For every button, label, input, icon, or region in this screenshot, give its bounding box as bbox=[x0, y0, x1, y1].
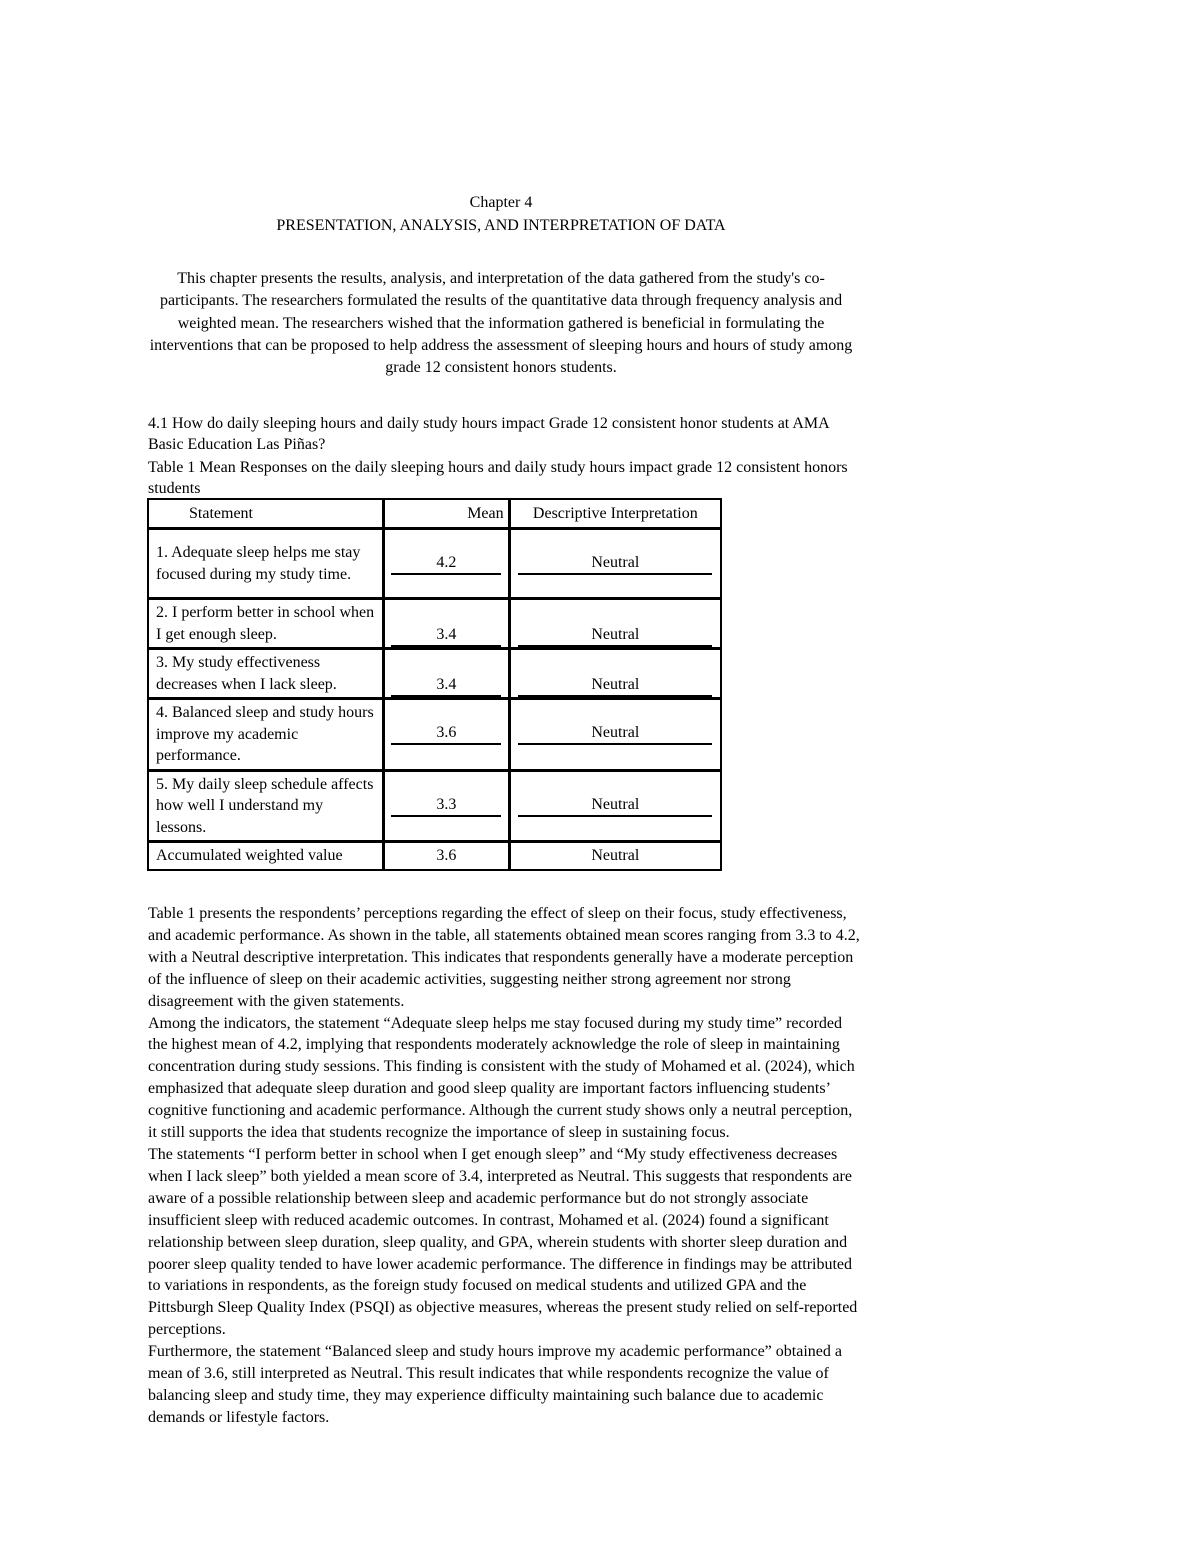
statement-cell: 3. My study effectiveness decreases when I lack sleep. bbox=[149, 650, 385, 700]
chapter-title: PRESENTATION, ANALYSIS, AND INTERPRETATION OF DATA bbox=[276, 217, 726, 234]
mean-cell: 3.6 bbox=[391, 723, 501, 745]
table-row bbox=[149, 700, 720, 772]
header-statement: Statement bbox=[149, 500, 385, 530]
mean-cell: 3.6 bbox=[385, 843, 511, 869]
discussion-paragraph: Table 1 presents the respondents’ perceptions regarding the effect of sleep on their focus, study effectiveness, and academic performance. As shown in the table, all statements obtained mean scores ranging from 3.3 to 4.2, with a Neutral descriptive interpretation. This indicates that respondents generally have a moderate perception of the influence of sleep on their academic activities, suggesting neither strong agreement nor strong disagreement with the given statements. bbox=[148, 905, 860, 1010]
header-mean: Mean bbox=[385, 500, 511, 530]
statement-cell: 5. My daily sleep schedule affects how well I understand my lessons. bbox=[149, 772, 385, 844]
table-row bbox=[149, 600, 720, 650]
mean-cell: 3.3 bbox=[391, 795, 501, 817]
table-row bbox=[149, 530, 720, 600]
mean-cell: 3.4 bbox=[391, 625, 501, 647]
interpretation-cell: Neutral bbox=[518, 723, 712, 745]
chapter-label: Chapter 4 bbox=[469, 194, 533, 211]
table-row bbox=[149, 650, 720, 700]
intro-paragraph: This chapter presents the results, analysis, and interpretation of the data gathered from the study's co-participants. The researchers formulated the results of the quantitative data through frequency analysis and weighted mean. The researchers wished that the information gathered is beneficial in formulating the interventions that can be proposed to help address the assessment of sleeping hours and hours of study among grade 12 consistent honors students. bbox=[149, 270, 853, 377]
interpretation-cell: Neutral bbox=[518, 675, 712, 697]
table-row-total bbox=[149, 843, 720, 869]
mean-responses-table bbox=[147, 498, 722, 871]
discussion-paragraph: The statements “I perform better in school when I get enough sleep” and “My study effectiveness decreases when I lack sleep” both yielded a mean score of 3.4, interpreted as Neutral. This suggests that respondents are aware of a possible relationship between sleep and academic performance but do not strongly associate insufficient sleep with reduced academic outcomes. In contrast, Mohamed et al. (2024) found a significant relationship between sleep duration, sleep quality, and GPA, wherein students with shorter sleep duration and poorer sleep quality tended to have lower academic performance. The difference in findings may be attributed to variations in respondents, as the foreign study focused on medical students and utilized GPA and the Pittsburgh Sleep Quality Index (PSQI) as objective measures, whereas the present study relied on self-reported perceptions. bbox=[148, 1145, 858, 1339]
statement-cell: 1. Adequate sleep helps me stay focused during my study time. bbox=[149, 530, 385, 600]
discussion-paragraph: Among the indicators, the statement “Adequate sleep helps me stay focused during my study time” recorded the highest mean of 4.2, implying that respondents moderately acknowledge the role of sleep in maintaining concentration during study sessions. This finding is consistent with the study of Mohamed et al. (2024), which emphasized that adequate sleep duration and good sleep quality are important factors influencing students’ cognitive functioning and academic performance. Although the current study shows only a neutral perception, it still supports the idea that students recognize the importance of sleep in sustaining focus. bbox=[148, 1014, 855, 1142]
header-interpretation: Descriptive Interpretation bbox=[511, 500, 720, 530]
interpretation-cell: Neutral bbox=[518, 795, 712, 817]
research-question: 4.1 How do daily sleeping hours and daily study hours impact Grade 12 consistent honor students at AMA Basic Education Las Piñas? bbox=[148, 415, 829, 453]
discussion-section bbox=[148, 903, 860, 1429]
interpretation-cell: Neutral bbox=[591, 847, 640, 864]
table-header-row bbox=[149, 500, 720, 530]
statement-cell: 4. Balanced sleep and study hours improve my academic performance. bbox=[149, 700, 385, 772]
table-caption: Table 1 Mean Responses on the daily sleeping hours and daily study hours impact grade 12 consistent honors students bbox=[148, 459, 848, 497]
discussion-paragraph: Furthermore, the statement “Balanced sleep and study hours improve my academic performance” obtained a mean of 3.6, still interpreted as Neutral. This result indicates that while respondents recognize the value of balancing sleep and study time, they may experience difficulty maintaining such balance due to academic demands or lifestyle factors. bbox=[148, 1343, 842, 1426]
mean-cell: 3.4 bbox=[391, 675, 501, 697]
interpretation-cell: Neutral bbox=[518, 625, 712, 647]
statement-cell: Accumulated weighted value bbox=[149, 843, 385, 869]
statement-cell: 2. I perform better in school when I get enough sleep. bbox=[149, 600, 385, 650]
mean-cell: 4.2 bbox=[391, 553, 501, 575]
interpretation-cell: Neutral bbox=[518, 553, 712, 575]
table-row bbox=[149, 772, 720, 844]
